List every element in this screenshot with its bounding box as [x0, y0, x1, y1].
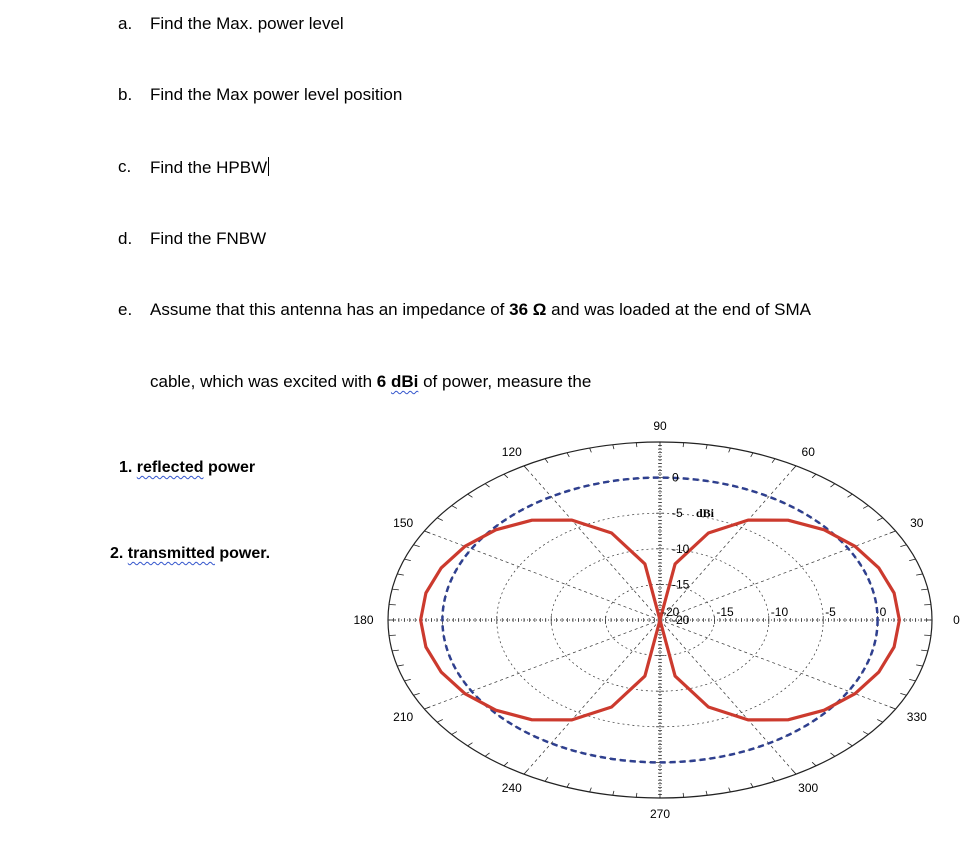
radial-tick-label: -5: [825, 605, 836, 619]
boundary-tick: [916, 665, 923, 666]
boundary-tick: [413, 693, 419, 695]
radial-tick-label: 0: [672, 470, 679, 485]
boundary-tick: [848, 494, 853, 497]
angle-tick-label: 240: [501, 781, 522, 795]
boundary-tick: [729, 788, 731, 792]
question-text: Assume that this antenna has an impedance of: [150, 300, 510, 319]
boundary-tick: [683, 793, 684, 797]
boundary-tick: [921, 650, 928, 651]
boundary-tick: [793, 770, 796, 774]
question-text: Find the Max power level position: [150, 85, 403, 104]
polar-labels: [353, 420, 960, 821]
boundary-tick: [504, 762, 508, 766]
grid-spoke: [524, 620, 660, 774]
boundary-tick: [452, 506, 457, 509]
boundary-tick: [863, 506, 868, 509]
boundary-tick: [890, 531, 896, 533]
boundary-tick: [751, 783, 753, 787]
boundary-tick: [830, 753, 834, 756]
radial-tick-label: -10: [672, 541, 690, 556]
boundary-tick: [590, 448, 592, 452]
boundary-tick: [424, 707, 430, 709]
radial-tick-label: -5: [672, 506, 683, 521]
boundary-tick: [909, 679, 915, 681]
power-unit: dBi: [390, 372, 419, 391]
boundary-tick: [590, 788, 592, 792]
question-letter: b.: [118, 85, 133, 104]
power-value: 6: [376, 372, 391, 391]
angle-tick-label: 30: [910, 516, 924, 530]
angle-tick-label: 180: [353, 613, 374, 627]
radial-unit-label: dBi: [696, 506, 715, 521]
subquestion-number: 1.: [119, 459, 133, 476]
angle-tick-label: 270: [649, 807, 671, 821]
question-text: Find the FNBW: [150, 229, 267, 248]
question-text: of power, measure the: [418, 372, 592, 391]
subquestion-keyword: transmitted: [127, 545, 215, 562]
boundary-tick: [900, 693, 906, 695]
radial-tick-label: -20: [672, 613, 690, 627]
boundary-tick: [812, 762, 816, 766]
boundary-tick: [772, 777, 775, 781]
grid-spoke: [660, 620, 796, 774]
radial-tick-label: -15: [716, 605, 734, 619]
boundary-tick: [613, 445, 614, 449]
subquestion-number: 2.: [110, 545, 124, 562]
question-text: and was loaded at the end of SMA: [546, 300, 812, 319]
subquestion-text: power.: [214, 545, 271, 562]
question-letter: a.: [118, 14, 133, 33]
boundary-tick: [504, 474, 508, 478]
boundary-tick: [916, 574, 923, 575]
boundary-tick: [397, 574, 404, 575]
boundary-tick: [567, 453, 569, 457]
boundary-tick: [392, 650, 399, 651]
impedance-value: 36 Ω: [509, 300, 547, 319]
boundary-tick: [706, 445, 707, 449]
question-text: Find the HPBW: [150, 158, 268, 177]
boundary-tick: [848, 743, 853, 746]
boundary-tick: [437, 720, 443, 723]
boundary-tick: [890, 707, 896, 709]
subquestion-text: power: [203, 459, 256, 476]
angle-tick-label: 90: [653, 420, 667, 433]
radial-tick-label: 0: [879, 605, 887, 619]
boundary-tick: [636, 443, 637, 447]
boundary-tick: [404, 679, 410, 681]
question-letter: d.: [118, 229, 133, 248]
boundary-tick: [772, 459, 775, 463]
angle-tick-label: 60: [801, 445, 815, 459]
boundary-tick: [545, 459, 548, 463]
boundary-tick: [706, 791, 707, 795]
boundary-tick: [567, 783, 569, 787]
boundary-tick: [877, 720, 883, 723]
boundary-tick: [437, 518, 443, 521]
boundary-tick: [921, 589, 928, 590]
boundary-tick: [524, 770, 527, 774]
boundary-tick: [812, 474, 816, 478]
subquestion-keyword: reflected: [136, 459, 204, 476]
boundary-tick: [751, 453, 753, 457]
boundary-tick: [830, 484, 834, 487]
boundary-tick: [683, 443, 684, 447]
boundary-tick: [413, 545, 419, 547]
polar-radiation-chart: [330, 420, 960, 830]
boundary-tick: [485, 753, 489, 756]
boundary-tick: [424, 531, 430, 533]
radial-tick-label: -20: [662, 605, 680, 619]
angle-tick-label: 330: [906, 710, 927, 724]
boundary-tick: [877, 518, 883, 521]
angle-tick-label: 210: [393, 710, 414, 724]
boundary-tick: [468, 494, 473, 497]
grid-spoke: [524, 466, 660, 620]
boundary-tick: [793, 466, 796, 470]
subquestion-reflected: [119, 459, 255, 477]
question-text: Find the Max. power level: [150, 14, 344, 33]
subquestion-transmitted: [110, 545, 270, 563]
boundary-tick: [863, 732, 868, 735]
angle-tick-label: 300: [798, 781, 819, 795]
angle-tick-label: 120: [501, 445, 522, 459]
boundary-tick: [452, 732, 457, 735]
boundary-tick: [404, 559, 410, 561]
boundary-tick: [485, 484, 489, 487]
text-cursor: [268, 157, 269, 176]
boundary-tick: [468, 743, 473, 746]
boundary-tick: [524, 466, 527, 470]
boundary-tick: [636, 793, 637, 797]
angle-tick-label: 150: [393, 516, 414, 530]
boundary-tick: [729, 448, 731, 452]
question-letter: e.: [118, 300, 133, 319]
radial-tick-label: -15: [672, 577, 690, 592]
boundary-tick: [909, 559, 915, 561]
question-letter: c.: [118, 157, 132, 176]
boundary-tick: [392, 589, 399, 590]
boundary-tick: [545, 777, 548, 781]
boundary-tick: [613, 791, 614, 795]
question-text: cable, which was excited with: [150, 372, 377, 391]
radial-tick-label: -10: [770, 605, 789, 619]
angle-tick-label: 0: [953, 613, 960, 627]
boundary-tick: [397, 665, 404, 666]
boundary-tick: [900, 545, 906, 547]
